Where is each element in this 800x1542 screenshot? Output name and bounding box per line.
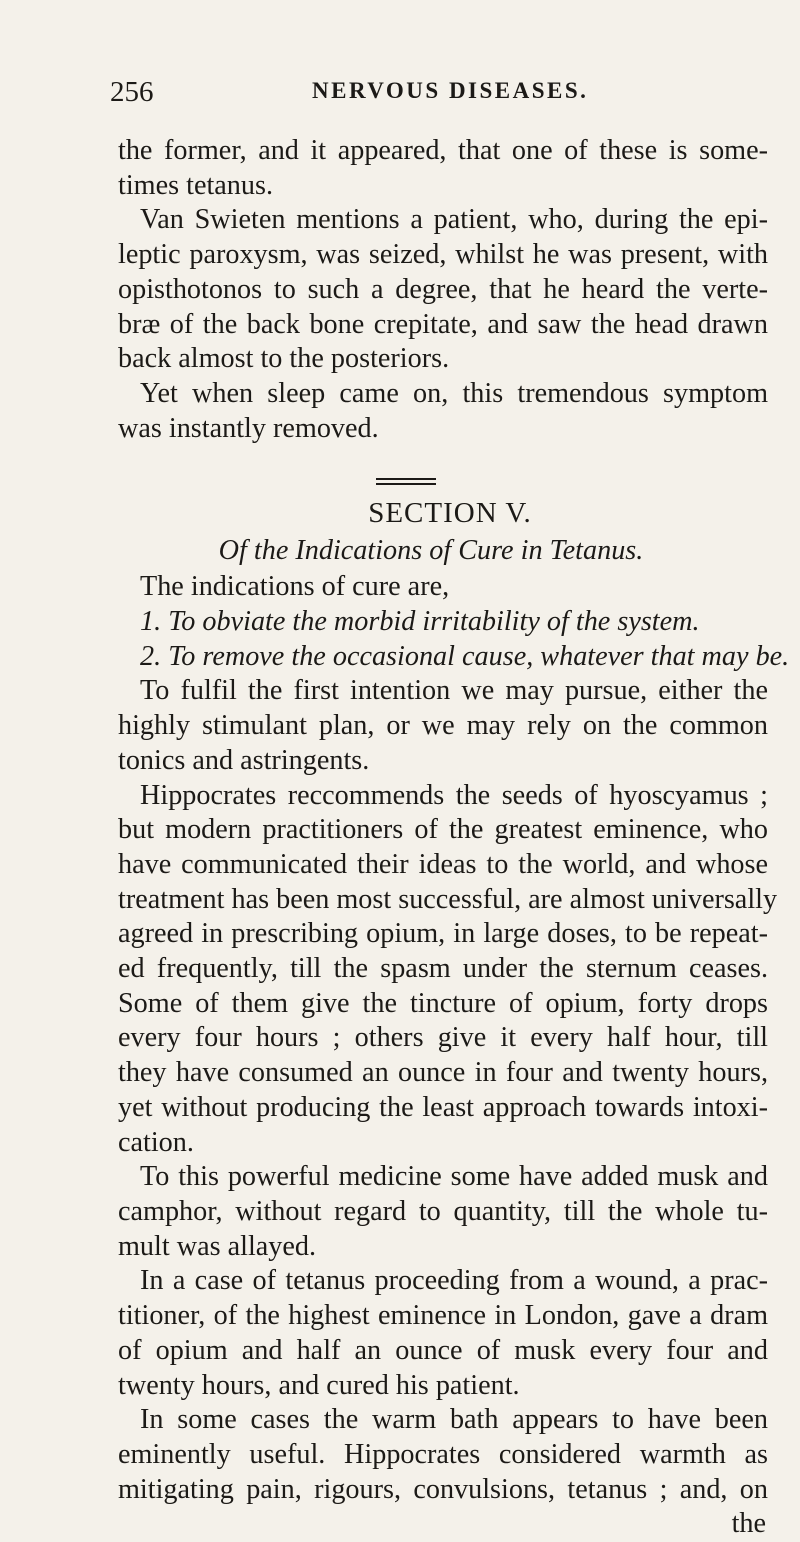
text-line: agreed in prescribing opium, in large doses, to be repeat-	[118, 918, 768, 950]
text-line: the former, and it appeared, that one of these is some-	[118, 135, 768, 166]
text-line: twenty hours, and cured his patient.	[118, 1369, 520, 1401]
text-line: titioner, of the highest eminence in London, gave a dram	[118, 1300, 768, 1332]
page-body	[118, 134, 790, 1542]
text-line: Hippocrates reccommends the seeds of hyoscyamus ;	[140, 779, 768, 811]
text-line: Yet when sleep came on, this tremendous symptom	[140, 377, 768, 409]
text-line-italic	[118, 640, 790, 675]
text-line: To this powerful medicine some have added musk and	[140, 1161, 768, 1193]
text-line: but modern practitioners of the greatest eminence, who	[118, 814, 768, 846]
divider-rule	[376, 478, 436, 480]
text-line: yet without producing the least approach towards intoxi-	[118, 1091, 768, 1123]
section-divider	[118, 446, 768, 494]
text-line: tonics and astringents.	[118, 744, 370, 776]
text-line: To fulfil the first intention we may pursue, either the	[140, 675, 768, 707]
text-line: opisthotonos to such a degree, that he heard the verte-	[118, 273, 768, 305]
text-line: bræ of the back bone crepitate, and saw the head drawn	[118, 308, 768, 340]
text-line: back almost to the posteriors.	[118, 343, 450, 375]
text-line: treatment has been most successful, are almost universally	[118, 883, 778, 915]
italic-text: 2. To remove the occasional cause, whatever that may be.	[140, 640, 790, 672]
section-subheading: Of the Indications of Cure in Tetanus.	[218, 535, 644, 567]
text-line: camphor, without regard to quantity, till the whole tu-	[118, 1195, 768, 1227]
text-line: highly stimulant plan, or we may rely on the common	[118, 710, 768, 742]
text-line: In a case of tetanus proceeding from a wound, a prac-	[140, 1265, 768, 1297]
page-number: 256	[110, 76, 154, 108]
text-line: they have consumed an ounce in four and twenty hours,	[118, 1057, 768, 1089]
text-line: cation.	[118, 1126, 194, 1158]
text-line: eminently useful. Hippocrates considered warmth as	[118, 1438, 768, 1470]
catchword: the	[731, 1508, 766, 1540]
text-line: mitigating pain, rigours, convulsions, tetanus ; and, on	[118, 1473, 768, 1505]
section-heading: SECTION V.	[368, 497, 532, 530]
running-head: NERVOUS DISEASES.	[312, 78, 589, 103]
text-line: Van Swieten mentions a patient, who, during the epi-	[140, 204, 768, 236]
text-line: leptic paroxysm, was seized, whilst he was present, with	[118, 239, 768, 271]
text-line: every four hours ; others give it every half hour, till	[118, 1022, 768, 1054]
text-line: times tetanus.	[118, 169, 274, 201]
text-line: was instantly removed.	[118, 412, 379, 444]
text-line: mult was allayed.	[118, 1230, 317, 1262]
text-line: Some of them give the tincture of opium, forty drops	[118, 987, 768, 1019]
page-header	[110, 76, 770, 116]
text-line: have communicated their ideas to the world, and whose	[118, 848, 768, 880]
text-line: In some cases the warm bath appears to have been	[140, 1404, 768, 1436]
italic-text: 1. To obviate the morbid irritability of the system.	[140, 606, 700, 638]
text-line: of opium and half an ounce of musk every four and	[118, 1334, 768, 1366]
text-line-italic	[118, 605, 768, 640]
text-line: The indications of cure are,	[140, 571, 450, 603]
divider-rule	[376, 483, 436, 485]
text-line: ed frequently, till the spasm under the sternum ceases.	[118, 953, 768, 985]
